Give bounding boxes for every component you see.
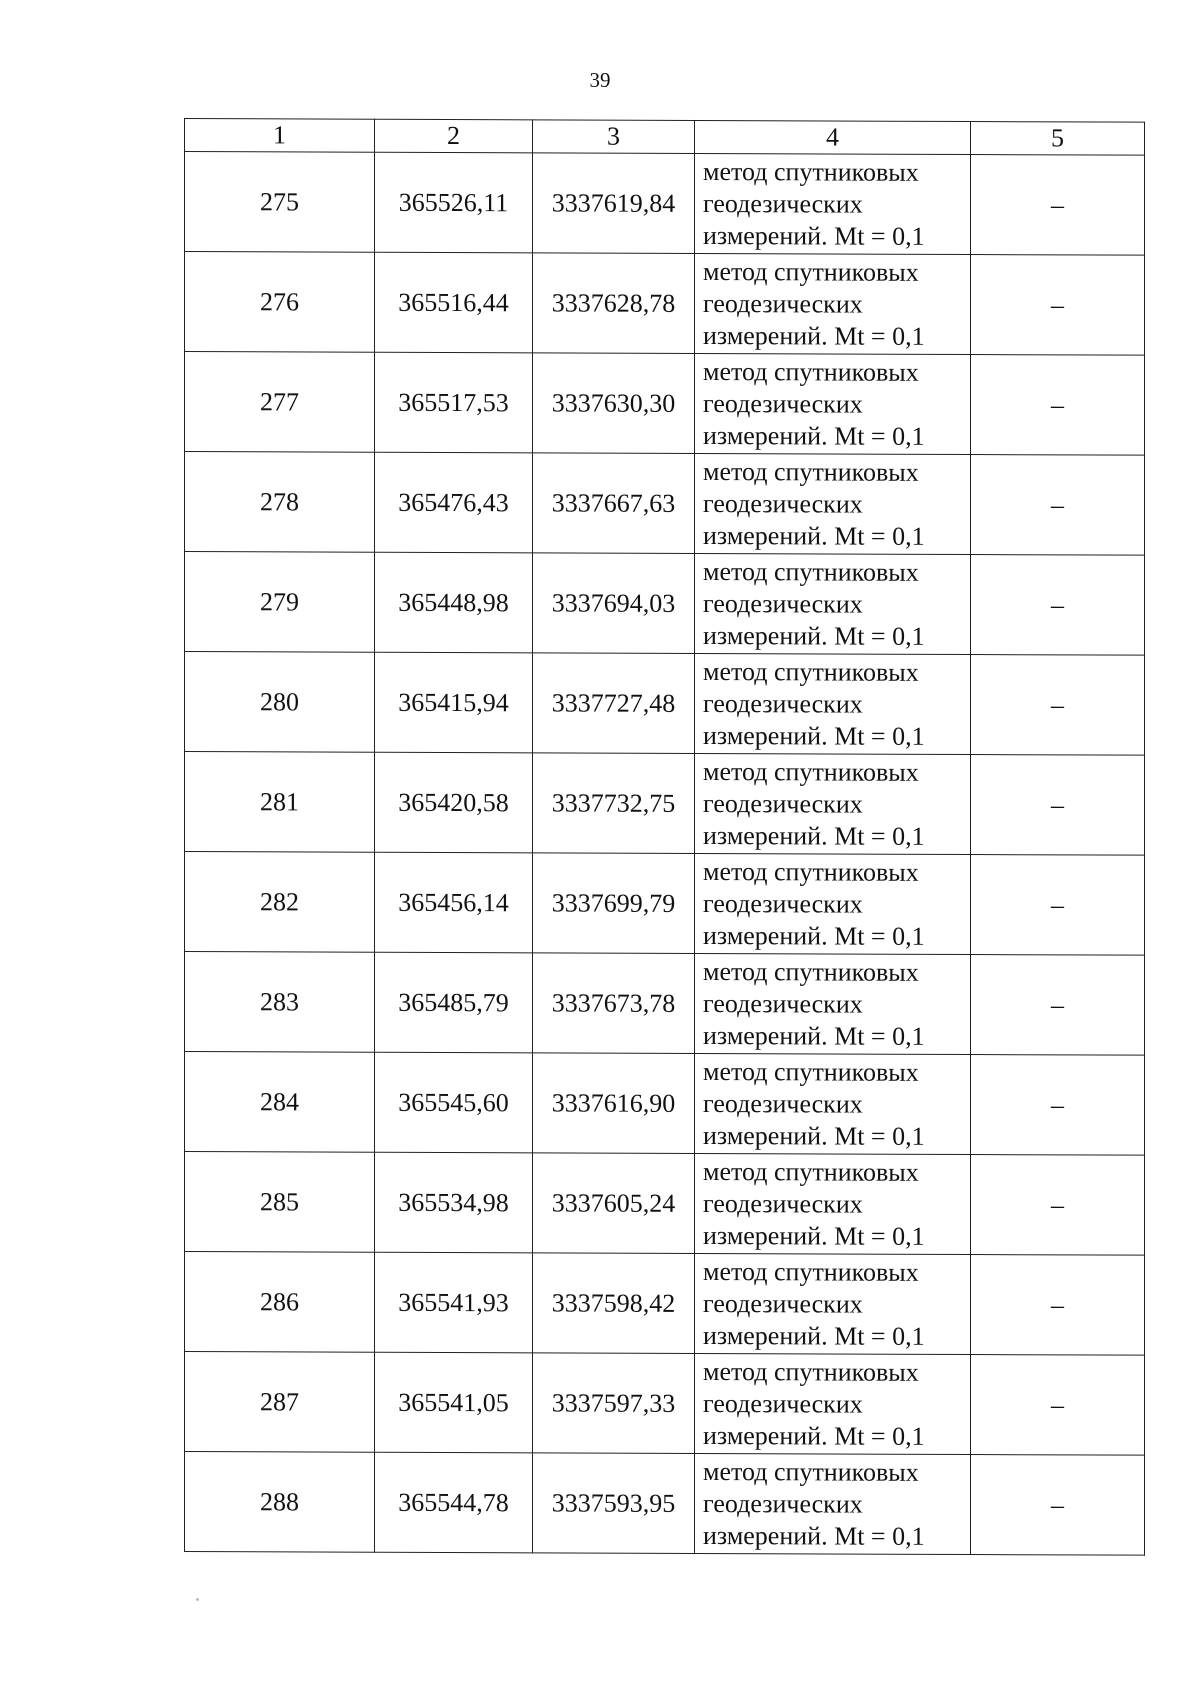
column-header-3: 3 xyxy=(533,120,695,154)
method-line: измерений. Mt = 0,1 xyxy=(703,420,925,451)
note-cell: – xyxy=(971,355,1145,456)
point-number-cell: 284 xyxy=(185,1052,375,1153)
method-line: измерений. Mt = 0,1 xyxy=(703,520,925,551)
x-coordinate-cell: 365534,98 xyxy=(375,1152,533,1253)
method-cell xyxy=(695,353,971,454)
x-coordinate-cell: 365448,98 xyxy=(375,552,533,653)
method-line: метод спутниковых xyxy=(703,556,919,587)
method-line: геодезических xyxy=(703,288,863,319)
x-coordinate-cell: 365517,53 xyxy=(375,352,533,453)
table-row xyxy=(185,152,1145,256)
x-coordinate-cell: 365420,58 xyxy=(375,752,533,853)
method-line: измерений. Mt = 0,1 xyxy=(703,1320,925,1351)
table-row xyxy=(185,1252,1145,1356)
method-line: геодезических xyxy=(703,1488,863,1519)
table-row xyxy=(185,1152,1145,1256)
method-cell xyxy=(695,1353,971,1454)
y-coordinate-cell: 3337732,75 xyxy=(533,753,695,854)
column-header-4: 4 xyxy=(695,120,971,154)
point-number-cell: 276 xyxy=(185,252,375,353)
point-number-cell: 277 xyxy=(185,352,375,453)
method-line: измерений. Mt = 0,1 xyxy=(703,1120,925,1151)
method-cell xyxy=(695,953,971,1054)
method-line: измерений. Mt = 0,1 xyxy=(703,820,925,851)
method-line: геодезических xyxy=(703,688,863,719)
table-row xyxy=(185,1452,1145,1556)
method-line: геодезических xyxy=(703,1188,863,1219)
x-coordinate-cell: 365545,60 xyxy=(375,1052,533,1153)
method-cell xyxy=(695,553,971,654)
y-coordinate-cell: 3337694,03 xyxy=(533,553,695,654)
point-number-cell: 278 xyxy=(185,452,375,553)
method-cell xyxy=(695,753,971,854)
note-cell: – xyxy=(971,1355,1145,1456)
method-line: геодезических xyxy=(703,188,863,219)
y-coordinate-cell: 3337673,78 xyxy=(533,953,695,1054)
method-cell xyxy=(695,253,971,354)
method-line: геодезических xyxy=(703,788,863,819)
x-coordinate-cell: 365415,94 xyxy=(375,652,533,753)
point-number-cell: 279 xyxy=(185,552,375,653)
method-line: метод спутниковых xyxy=(703,1056,919,1087)
note-cell: – xyxy=(971,755,1145,856)
y-coordinate-cell: 3337619,84 xyxy=(533,153,695,254)
x-coordinate-cell: 365541,93 xyxy=(375,1252,533,1353)
table-row xyxy=(185,1052,1145,1156)
x-coordinate-cell: 365544,78 xyxy=(375,1452,533,1553)
note-cell: – xyxy=(971,255,1145,356)
method-line: геодезических xyxy=(703,888,863,919)
table-row xyxy=(185,752,1145,856)
method-line: геодезических xyxy=(703,1388,863,1419)
table-row xyxy=(185,1352,1145,1456)
method-line: геодезических xyxy=(703,388,863,419)
note-cell: – xyxy=(971,655,1145,756)
method-cell xyxy=(695,153,971,254)
method-line: метод спутниковых xyxy=(703,656,919,687)
method-line: измерений. Mt = 0,1 xyxy=(703,1420,925,1451)
table-body xyxy=(185,152,1145,1556)
coordinates-table xyxy=(184,118,1145,1556)
note-cell: – xyxy=(971,1155,1145,1256)
method-line: метод спутниковых xyxy=(703,756,919,787)
note-cell: – xyxy=(971,1055,1145,1156)
note-cell: – xyxy=(971,855,1145,956)
method-cell xyxy=(695,653,971,754)
note-cell: – xyxy=(971,1255,1145,1356)
table-row xyxy=(185,652,1145,756)
method-cell xyxy=(695,1453,971,1554)
point-number-cell: 286 xyxy=(185,1252,375,1353)
method-line: измерений. Mt = 0,1 xyxy=(703,1220,925,1251)
scan-speck xyxy=(196,1598,199,1601)
method-line: измерений. Mt = 0,1 xyxy=(703,320,925,351)
note-cell: – xyxy=(971,955,1145,1056)
method-line: метод спутниковых xyxy=(703,1356,919,1387)
note-cell: – xyxy=(971,455,1145,556)
method-line: метод спутниковых xyxy=(703,156,919,187)
y-coordinate-cell: 3337667,63 xyxy=(533,453,695,554)
column-header-2: 2 xyxy=(375,119,533,153)
y-coordinate-cell: 3337616,90 xyxy=(533,1053,695,1154)
note-cell: – xyxy=(971,155,1145,256)
method-line: геодезических xyxy=(703,988,863,1019)
method-cell xyxy=(695,1253,971,1354)
y-coordinate-cell: 3337727,48 xyxy=(533,653,695,754)
method-cell xyxy=(695,453,971,554)
point-number-cell: 282 xyxy=(185,852,375,953)
method-line: метод спутниковых xyxy=(703,1456,919,1487)
column-header-1: 1 xyxy=(185,119,375,153)
method-line: геодезических xyxy=(703,1288,863,1319)
table-header-row xyxy=(185,119,1145,156)
method-line: измерений. Mt = 0,1 xyxy=(703,920,925,951)
note-cell: – xyxy=(971,1455,1145,1556)
point-number-cell: 281 xyxy=(185,752,375,853)
note-cell: – xyxy=(971,555,1145,656)
point-number-cell: 288 xyxy=(185,1452,375,1553)
point-number-cell: 285 xyxy=(185,1152,375,1253)
column-header-5: 5 xyxy=(971,122,1145,156)
y-coordinate-cell: 3337628,78 xyxy=(533,253,695,354)
table-row xyxy=(185,852,1145,956)
method-line: геодезических xyxy=(703,588,863,619)
x-coordinate-cell: 365526,11 xyxy=(375,152,533,253)
y-coordinate-cell: 3337699,79 xyxy=(533,853,695,954)
method-line: метод спутниковых xyxy=(703,456,919,487)
method-line: метод спутниковых xyxy=(703,1156,919,1187)
point-number-cell: 283 xyxy=(185,952,375,1053)
x-coordinate-cell: 365456,14 xyxy=(375,852,533,953)
method-line: метод спутниковых xyxy=(703,856,919,887)
method-cell xyxy=(695,853,971,954)
point-number-cell: 275 xyxy=(185,152,375,253)
method-line: геодезических xyxy=(703,1088,863,1119)
method-line: измерений. Mt = 0,1 xyxy=(703,220,925,251)
method-line: измерений. Mt = 0,1 xyxy=(703,720,925,751)
x-coordinate-cell: 365476,43 xyxy=(375,452,533,553)
method-line: измерений. Mt = 0,1 xyxy=(703,1520,925,1551)
method-cell xyxy=(695,1153,971,1254)
table-row xyxy=(185,352,1145,456)
point-number-cell: 287 xyxy=(185,1352,375,1453)
method-line: метод спутниковых xyxy=(703,956,919,987)
y-coordinate-cell: 3337593,95 xyxy=(533,1453,695,1554)
y-coordinate-cell: 3337630,30 xyxy=(533,353,695,454)
method-line: измерений. Mt = 0,1 xyxy=(703,1020,925,1051)
method-cell xyxy=(695,1053,971,1154)
point-number-cell: 280 xyxy=(185,652,375,753)
method-line: метод спутниковых xyxy=(703,256,919,287)
y-coordinate-cell: 3337597,33 xyxy=(533,1353,695,1454)
y-coordinate-cell: 3337605,24 xyxy=(533,1153,695,1254)
method-line: метод спутниковых xyxy=(703,1256,919,1287)
table-row xyxy=(185,452,1145,556)
y-coordinate-cell: 3337598,42 xyxy=(533,1253,695,1354)
x-coordinate-cell: 365485,79 xyxy=(375,952,533,1053)
method-line: измерений. Mt = 0,1 xyxy=(703,620,925,651)
table-row xyxy=(185,252,1145,356)
page-number: 39 xyxy=(589,68,611,92)
table-row xyxy=(185,552,1145,656)
method-line: геодезических xyxy=(703,488,863,519)
x-coordinate-cell: 365516,44 xyxy=(375,252,533,353)
method-line: метод спутниковых xyxy=(703,356,919,387)
x-coordinate-cell: 365541,05 xyxy=(375,1352,533,1453)
table-row xyxy=(185,952,1145,1056)
